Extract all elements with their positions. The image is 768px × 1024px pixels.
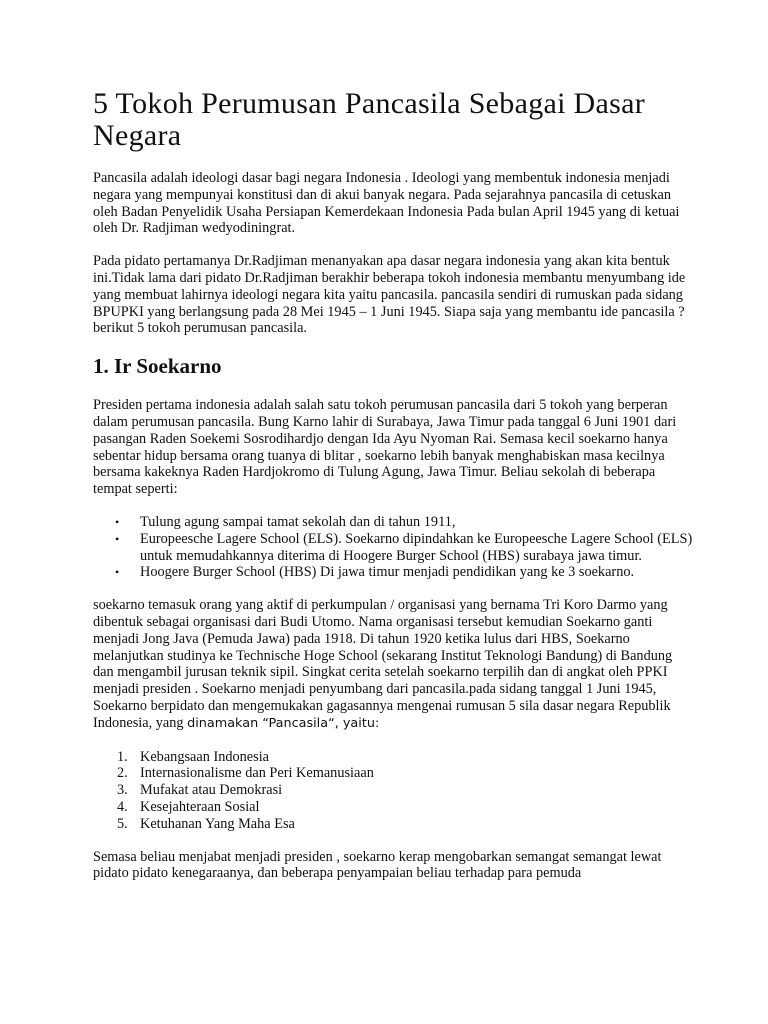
intro-paragraph-2: Pada pidato pertamanya Dr.Radjiman menanyakan apa dasar negara indonesia yang akan kita bentuk ini.Tidak lama dari pidato Dr.Radjiman berakhir beberapa tokoh indonesia membantu menyumbang ide yang membuat lahirnya ideologi negara kita yaitu pancasila. pancasila sendiri di rumuskan pada sidang BPUPKI yang berlangsung pada 28 Mei 1945 – 1 Juni 1945. Siapa saja yang membantu ide pancasila ? berikut 5 tokoh perumusan pancasila. xyxy=(93,253,686,337)
list-number: 2. xyxy=(117,765,128,782)
bullet-icon: • xyxy=(115,565,120,580)
soekarno-paragraph-3: Semasa beliau menjabat menjadi presiden , soekarno kerap mengobarkan semangat semangat lewat pidato pidato kenegaraanya, dan beberapa penyampaian beliau terhadap para pemuda xyxy=(93,848,662,882)
bullet-icon: • xyxy=(115,531,120,546)
list-item-text: Hoogere Burger School (HBS) Di jawa timur menjadi pendidikan yang ke 3 soekarno. xyxy=(140,564,635,581)
list-item xyxy=(93,531,693,565)
list-item-text: Kebangsaan Indonesia xyxy=(140,748,270,765)
list-item xyxy=(93,749,693,766)
list-item xyxy=(93,799,693,816)
paragraph-tail: dinamakan “Pancasila“, yaitu: xyxy=(187,715,380,731)
list-item xyxy=(93,782,693,799)
bullet-icon: • xyxy=(115,514,120,529)
list-item-text: Tulung agung sampai tamat sekolah dan di tahun 1911, xyxy=(140,513,456,530)
soekarno-paragraph-1: Presiden pertama indonesia adalah salah satu tokoh perumusan pancasila dari 5 tokoh yang berperan dalam perumusan pancasila. Bung Karno lahir di Surabaya, Jawa Timur pada tanggal 6 Juni 1901 dari pasangan Raden Soekemi Sosrodihardjo dengan Ida Ayu Nyoman Rai. Semasa kecil soekarno hanya sebentar hidup bersama orang tuanya di blitar , soekarno lebih banyak menghabiskan masa kecilnya bersama kakeknya Raden Hardjokromo di Tulung Agung, Jawa Timur. Beliau sekolah di beberapa tempat seperti: xyxy=(93,397,677,498)
list-item xyxy=(93,765,693,782)
soekarno-paragraph-2 xyxy=(93,597,693,732)
list-item-text: Ketuhanan Yang Maha Esa xyxy=(140,815,295,832)
pancasila-list xyxy=(93,749,693,833)
paragraph-body: soekarno temasuk orang yang aktif di perkumpulan / organisasi yang bernama Tri Koro Darmo yang dibentuk sebagai organisasi dari Budi Utomo. Nama organisasi tersebut kemudian Soekarno ganti menjadi Jong Java (Pemuda Jawa) pada 1918. Di tahun 1920 ketika lulus dari HBS, Soekarno melanjutkan studinya ke Technische Hoge School (sekarang Institut Teknologi Bandung) di Bandung dan mengambil jurusan teknik sipil. Singkat cerita setelah soekarno terpilih dan di angkat oleh PPKI menjadi presiden . Soekarno menjadi penyumbang dari pancasila.pada sidang tanggal 1 Juni 1945, Soekarno berpidato dan mengemukakan gagasannya mengenai rumusan 5 sila dasar negara Republik Indonesia, yang xyxy=(93,597,673,731)
section-heading-soekarno: 1. Ir Soekarno xyxy=(93,354,222,379)
school-list xyxy=(93,514,693,581)
list-number: 4. xyxy=(117,798,128,815)
list-item-text: Kesejahteraan Sosial xyxy=(140,798,260,815)
document-page xyxy=(93,88,693,898)
list-item-text: Mufakat atau Demokrasi xyxy=(140,782,283,799)
list-item-text: Internasionalisme dan Peri Kemanusiaan xyxy=(140,765,374,782)
list-number: 1. xyxy=(117,748,128,765)
list-item xyxy=(93,514,693,531)
list-item xyxy=(93,816,693,833)
list-number: 3. xyxy=(117,782,128,799)
intro-paragraph-1: Pancasila adalah ideologi dasar bagi negara Indonesia . Ideologi yang membentuk indonesia menjadi negara yang mempunyai konstitusi dan di akui banyak negara. Pada sejarahnya pancasila di cetuskan oleh Badan Penyelidik Usaha Persiapan Kemerdekaan Indonesia Pada bulan April 1945 yang di ketuai oleh Dr. Radjiman wedyodiningrat. xyxy=(93,170,680,237)
list-number: 5. xyxy=(117,815,128,832)
list-item xyxy=(93,564,693,581)
document-title: 5 Tokoh Perumusan Pancasila Sebagai Dasar Negara xyxy=(93,87,646,152)
list-item-text: Europeesche Lagere School (ELS). Soekarno dipindahkan ke Europeesche Lagere School (ELS) untuk memudahkannya diterima di Hoogere Burger School (HBS) surabaya jawa timur. xyxy=(140,530,693,564)
